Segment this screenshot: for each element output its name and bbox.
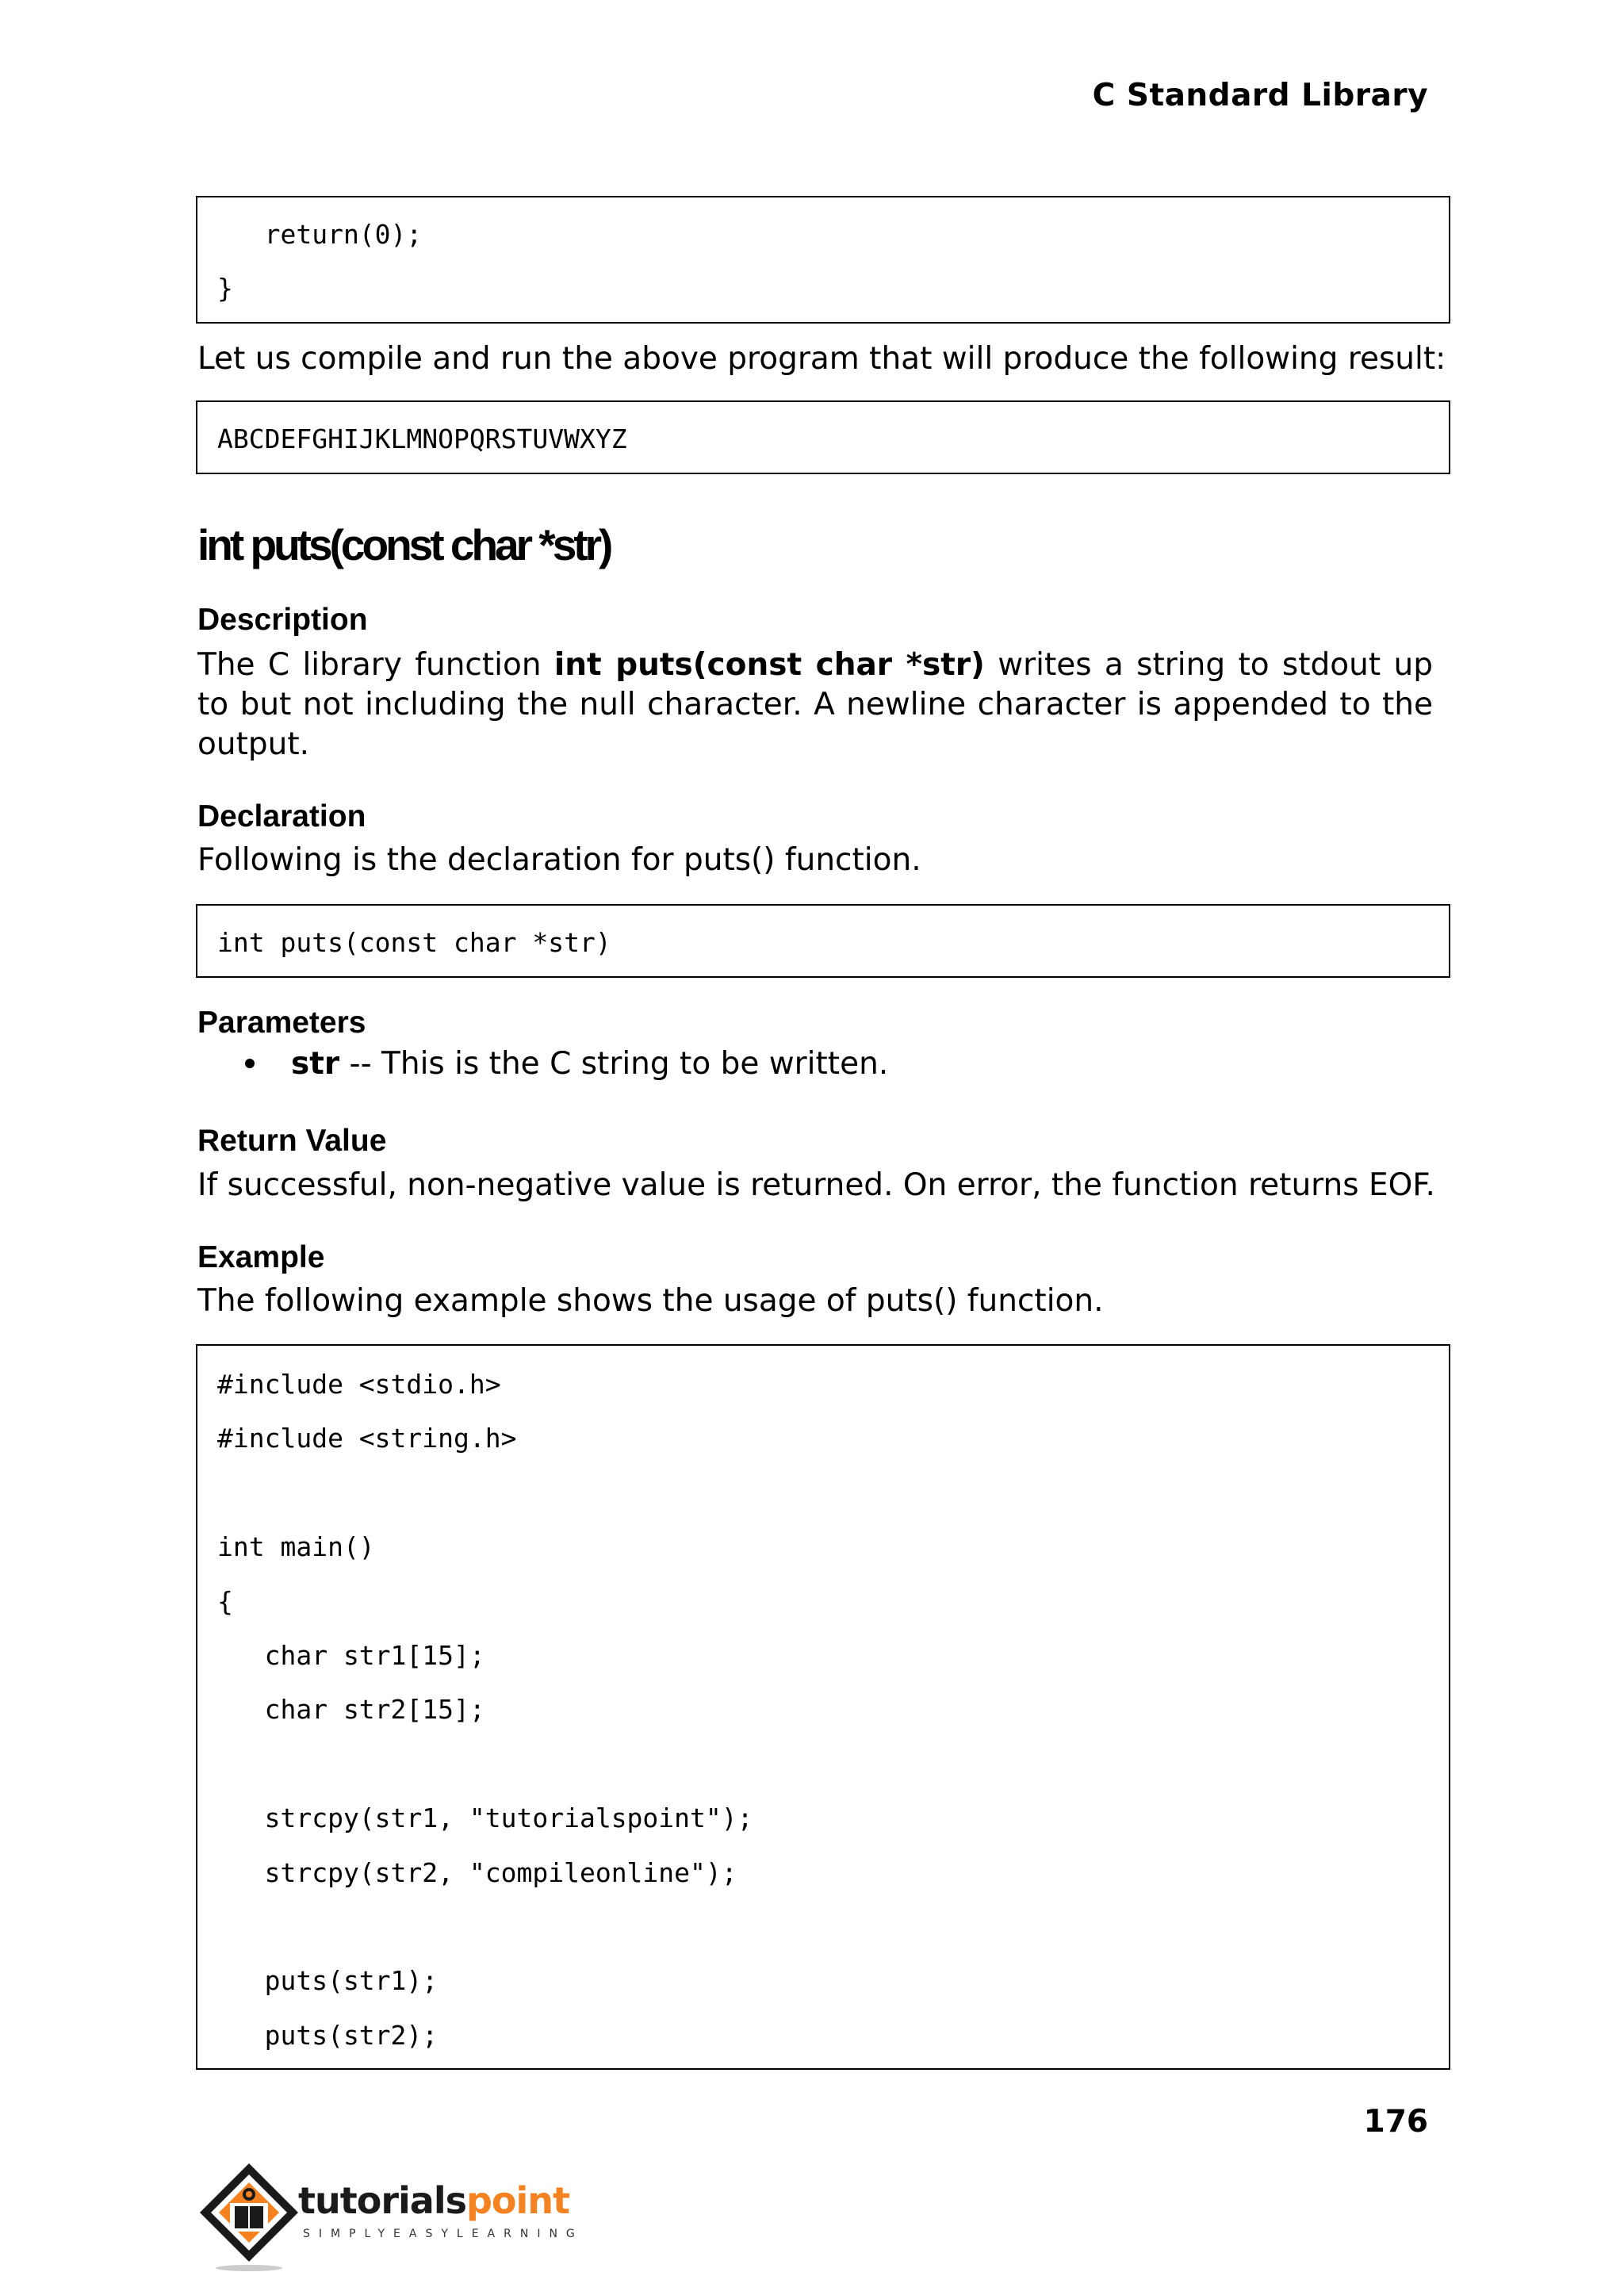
code-line: strcpy(str1, "tutorialspoint");: [217, 1803, 753, 1833]
code-line: return(0);: [217, 219, 423, 250]
example-heading: Example: [197, 1240, 325, 1274]
description-heading: Description: [197, 603, 368, 637]
function-title: int puts(const char *str): [197, 520, 611, 569]
running-header-title: C Standard Library: [1092, 78, 1428, 113]
page-number: 176: [1363, 2104, 1428, 2140]
return-value-text: If successful, non-negative value is returned. On error, the function returns EOF.: [197, 1167, 1435, 1203]
parameters-heading: Parameters: [197, 1006, 366, 1040]
declaration-code: int puts(const char *str): [217, 927, 611, 958]
code-line: puts(str2);: [217, 2020, 439, 2051]
code-line: int main(): [217, 1531, 375, 1562]
declaration-code-block: [196, 904, 1450, 978]
output-block: [196, 400, 1450, 474]
example-text: The following example shows the usage of puts() function.: [197, 1283, 1104, 1319]
declaration-heading: Declaration: [197, 799, 366, 833]
logo-word-tutorials: tutorials: [298, 2179, 466, 2222]
code-line: #include <stdio.h>: [217, 1369, 501, 1400]
parameter-text: -- This is the C string to be written.: [339, 1046, 889, 1082]
description-text-after: writes a string to stdout up to but not including the null character. A newline character is appended to the output.: [197, 647, 1433, 762]
description-bold-signature: int puts(const char *str): [553, 647, 985, 683]
code-block-top: [196, 196, 1450, 324]
logo-wordmark: [298, 2179, 570, 2222]
declaration-text: Following is the declaration for puts() function.: [197, 842, 921, 878]
code-line: }: [217, 273, 233, 304]
description-text-before: The C library function: [197, 647, 554, 683]
description-paragraph: [197, 646, 1433, 764]
return-value-heading: Return Value: [197, 1124, 387, 1158]
code-line: puts(str1);: [217, 1965, 439, 1996]
logo-emblem-icon: [193, 2157, 304, 2276]
intro-sentence: Let us compile and run the above program that will produce the following result:: [197, 341, 1446, 377]
parameter-term: str: [291, 1046, 340, 1082]
logo-tagline: SIMPLYEASYLEARNING: [303, 2228, 584, 2240]
code-line: {: [217, 1586, 233, 1617]
code-line: char str1[15];: [217, 1640, 485, 1671]
example-code-block: [196, 1344, 1450, 2070]
parameter-item: [245, 1046, 889, 1082]
code-line: char str2[15];: [217, 1694, 485, 1725]
bullet-icon: [245, 1059, 255, 1068]
logo-word-point: point: [465, 2179, 570, 2222]
code-line: #include <string.h>: [217, 1423, 517, 1454]
output-text: ABCDEFGHIJKLMNOPQRSTUVWXYZ: [217, 423, 627, 454]
code-line: strcpy(str2, "compileonline");: [217, 1857, 737, 1888]
tutorialspoint-logo: [193, 2157, 584, 2276]
